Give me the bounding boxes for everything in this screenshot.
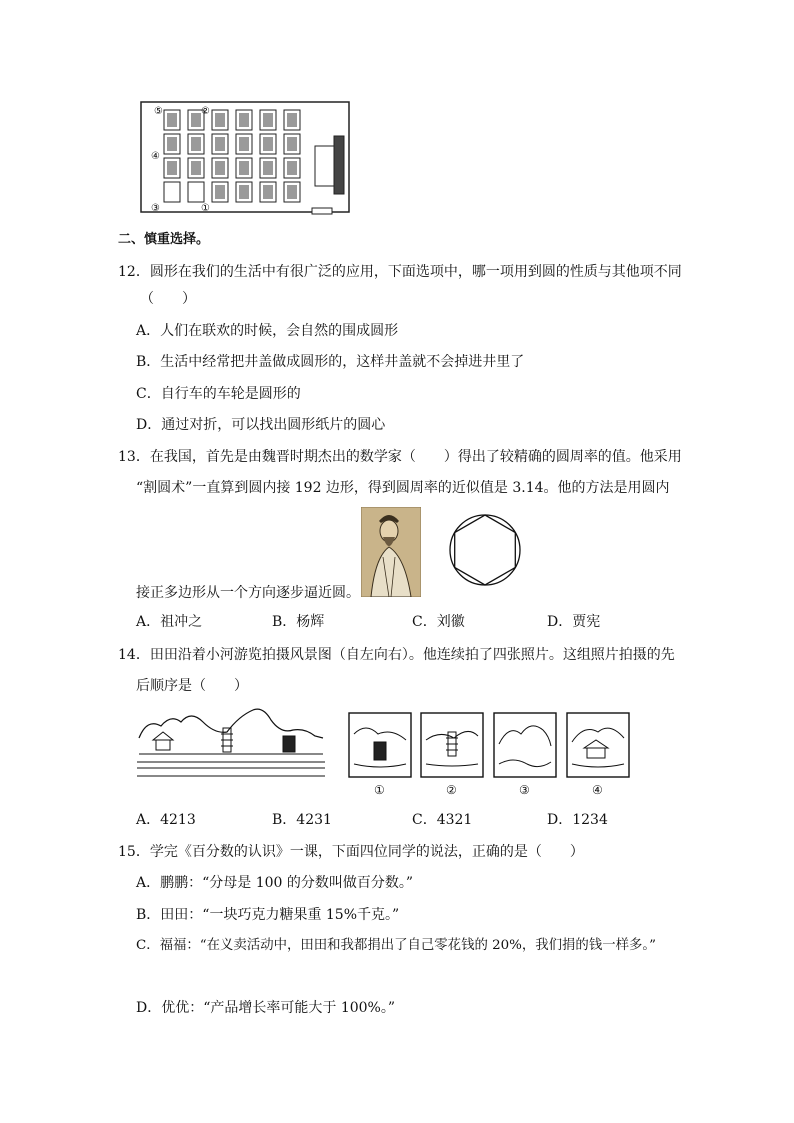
photo-label-1: ① — [374, 783, 385, 797]
photo-label-4: ④ — [592, 783, 603, 797]
student-seat — [191, 161, 201, 175]
student-seat — [263, 113, 273, 127]
student-seat — [167, 113, 177, 127]
student-seat — [215, 137, 225, 151]
student-seat — [167, 137, 177, 151]
classroom-seating-diagram — [140, 100, 352, 216]
student-seat — [287, 113, 297, 127]
q12-option-b: B．生活中经常把井盖做成圆形的，这样井盖就不会掉进井里了 — [136, 354, 525, 370]
q12-option-c: C．自行车的车轮是圆形的 — [136, 386, 301, 402]
student-seat — [287, 185, 297, 199]
q14-stem-line1: 14．田田沿着小河游览拍摄风景图（自左向右）。他连续拍了四张照片。这组照片拍摄的先 — [118, 647, 675, 663]
seat-mark-4: ④ — [151, 151, 160, 162]
student-seat — [215, 185, 225, 199]
photo-1 — [348, 712, 412, 778]
student-seat — [191, 113, 201, 127]
q12-answer-bracket: （ ） — [140, 291, 196, 307]
desk — [164, 182, 180, 202]
q13-option-b: B．杨辉 — [272, 614, 325, 630]
q15-option-b: B．田田：“一块巧克力糖果重 15%千克。” — [136, 907, 400, 923]
q12-stem: 12．圆形在我们的生活中有很广泛的应用，下面选项中，哪一项用到圆的性质与其他项不同 — [118, 264, 682, 280]
desk — [188, 182, 204, 202]
q14-option-d: D．1234 — [547, 812, 608, 828]
liu-hui-portrait — [361, 507, 421, 597]
q14-option-a: A．4213 — [136, 812, 196, 828]
section-title: 二、慎重选择。 — [118, 232, 210, 247]
q15-stem: 15．学完《百分数的认识》一课，下面四位同学的说法，正确的是（ ） — [118, 844, 584, 860]
q13-option-d: D．贾宪 — [547, 614, 601, 630]
student-seat — [239, 137, 249, 151]
student-seat — [287, 161, 297, 175]
q13-stem-line2: “割圆术”一直算到圆内接 192 边形，得到圆周率的近似值是 3.14。他的方法是用圆内 — [136, 480, 670, 496]
q13-stem-line3: 接正多边形从一个方向逐步逼近圆。 — [136, 585, 360, 601]
student-seat — [215, 113, 225, 127]
student-seat — [191, 137, 201, 151]
q13-option-a: A．祖冲之 — [136, 614, 203, 630]
student-seat — [167, 161, 177, 175]
seat-mark-2: ② — [201, 106, 210, 117]
q12-option-a: A．人们在联欢的时候，会自然的围成圆形 — [136, 323, 399, 339]
river-panorama — [137, 704, 325, 782]
seat-mark-1: ① — [201, 203, 210, 214]
photo-3 — [493, 712, 557, 778]
q14-stem-line2: 后顺序是（ ） — [136, 678, 248, 694]
q15-option-a: A．鹏鹏：“分母是 100 的分数叫做百分数。” — [136, 875, 414, 891]
student-seat — [215, 161, 225, 175]
seat-mark-3: ③ — [151, 203, 160, 214]
student-seat — [239, 113, 249, 127]
student-seat — [263, 185, 273, 199]
photo-label-3: ③ — [519, 783, 530, 797]
q15-option-c: C．福福：“在义卖活动中，田田和我都捐出了自己零花钱的 20%，我们捐的钱一样多。” — [136, 938, 656, 953]
photo-4 — [566, 712, 630, 778]
q13-stem-line1: 13．在我国，首先是由魏晋时期杰出的数学家（ ）得出了较精确的圆周率的值。他采用 — [118, 449, 682, 465]
inscribed-hexagon-circle — [447, 512, 523, 588]
q14-option-c: C．4321 — [412, 812, 473, 828]
seat-mark-5: ⑤ — [154, 106, 163, 117]
photo-2 — [420, 712, 484, 778]
q14-option-b: B．4231 — [272, 812, 332, 828]
q13-option-c: C．刘徽 — [412, 614, 465, 630]
photo-label-2: ② — [446, 783, 457, 797]
q15-option-d: D．优优：“产品增长率可能大于 100%。” — [136, 1000, 396, 1016]
student-seat — [263, 161, 273, 175]
student-seat — [239, 161, 249, 175]
student-seat — [287, 137, 297, 151]
q12-option-d: D．通过对折，可以找出圆形纸片的圆心 — [136, 417, 386, 433]
student-seat — [239, 185, 249, 199]
student-seat — [263, 137, 273, 151]
